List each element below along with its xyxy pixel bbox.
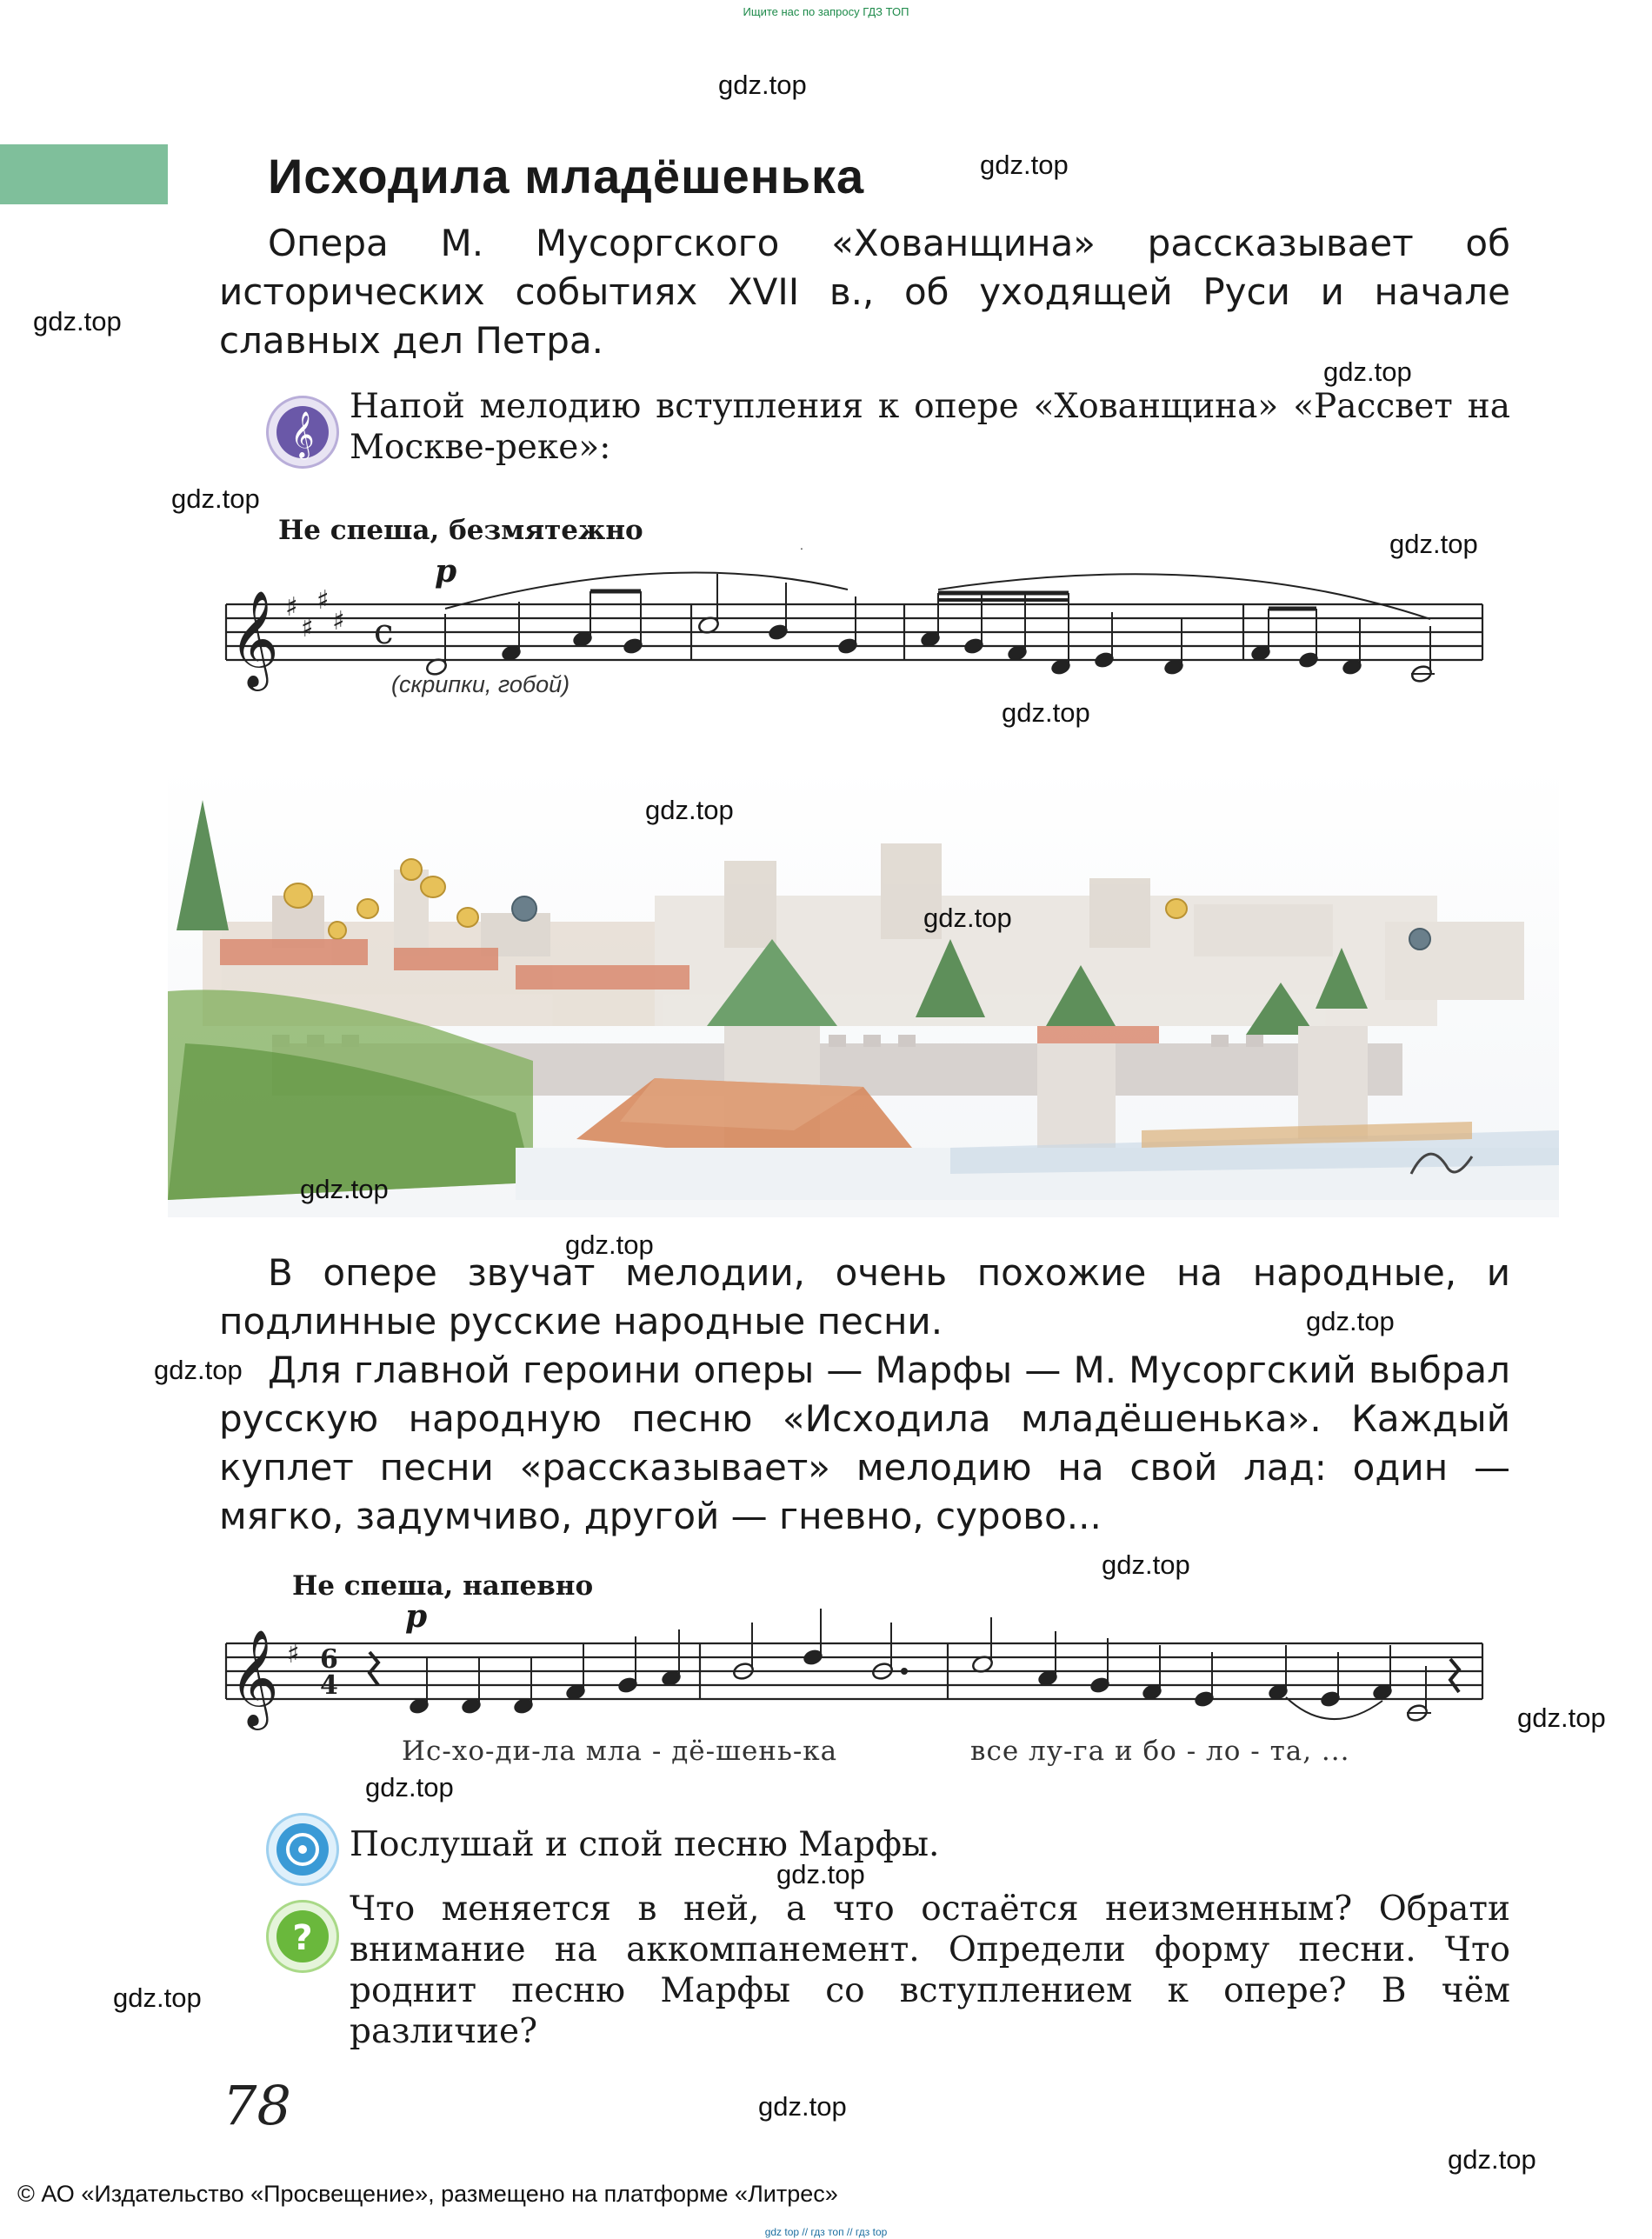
- watermark: gdz.top: [1102, 1549, 1190, 1580]
- watermark: gdz.top: [1517, 1703, 1606, 1733]
- svg-text:♯: ♯: [301, 613, 314, 643]
- header-note: Ищите нас по запросу ГДЗ ТОП: [743, 5, 909, 18]
- svg-text:𝄞: 𝄞: [290, 410, 315, 457]
- task-sing: Напой мелодию вступления к опере «Хованщина» «Рассвет на Москве-реке»:: [350, 387, 1510, 467]
- question-icon: [266, 1900, 339, 1973]
- headphones-icon: [266, 1813, 339, 1886]
- watermark: gdz.top: [758, 2091, 847, 2122]
- score1-tempo: Не спеша, безмятежно: [278, 515, 643, 546]
- watermark: gdz.top: [171, 483, 260, 514]
- score2-time-bottom: 4: [320, 1670, 338, 1701]
- svg-text:𝄞: 𝄞: [230, 1629, 279, 1726]
- watermark: gdz.top: [365, 1772, 454, 1803]
- svg-text:𝄞: 𝄞: [230, 590, 279, 687]
- intro-paragraph: [219, 219, 1510, 365]
- watermark: gdz.top: [565, 1229, 654, 1260]
- watermark: gdz.top: [1306, 1306, 1395, 1336]
- score1-instruments: (скрипки, гобой): [391, 671, 570, 697]
- watermark: gdz.top: [1323, 357, 1412, 387]
- watermark: gdz.top: [33, 306, 122, 337]
- svg-text:♯: ♯: [316, 585, 330, 616]
- intro-text: Опера М. Мусоргского «Хованщина» рассказывает об исторических событиях XVII в., об уходящей Руси и начале славных дел Петра.: [219, 222, 1510, 362]
- svg-text:♯: ♯: [285, 592, 298, 623]
- paragraph-2b: Для главной героини оперы — Марфы — М. Мусоргский выбрал русскую народную песню «Исходила младёшенька». Каждый куплет песни «рассказывает» мелодию на свой лад: один — мягко, задумчиво, другой — гневно, сурово...: [219, 1349, 1510, 1537]
- paragraph-2a: В опере звучат мелодии, очень похожие на народные, и подлинные русские народные песни.: [219, 1251, 1510, 1343]
- score2-lyrics-2: все лу-га и бо - ло - та, ...: [970, 1736, 1350, 1767]
- score2-staff: [217, 1617, 1495, 1739]
- watermark: gdz.top: [923, 903, 1012, 933]
- svg-text:.: .: [800, 538, 803, 552]
- page-title: Исходила младёшенька: [268, 149, 865, 203]
- section-tab: [0, 144, 168, 204]
- page-number: 78: [223, 2074, 291, 2137]
- svg-text:♯: ♯: [332, 606, 345, 636]
- score2-tempo: Не спеша, напевно: [292, 1570, 594, 1602]
- footer-note: gdz top // гдз топ // гдз top: [764, 2226, 888, 2238]
- watermark: gdz.top: [718, 70, 807, 100]
- svg-text:♯: ♯: [287, 1639, 300, 1669]
- watermark: gdz.top: [154, 1355, 243, 1385]
- watermark: gdz.top: [1002, 697, 1090, 728]
- watermark: gdz.top: [980, 150, 1069, 180]
- treble-clef-icon: [266, 396, 339, 469]
- score1-time: c: [374, 612, 394, 652]
- watermark: gdz.top: [645, 795, 734, 825]
- watermark: gdz.top: [300, 1174, 389, 1204]
- svg-text:?: ?: [292, 1918, 313, 1958]
- kremlin-illustration: [168, 765, 1559, 1217]
- watermark: gdz.top: [1389, 529, 1478, 559]
- score1-dynamic: p: [435, 553, 457, 590]
- task-listen: Послушай и спой песню Марфы.: [350, 1825, 940, 1864]
- score2-lyrics-1: Ис-хо-ди-ла мла - дё-шень-ка: [402, 1736, 838, 1767]
- copyright-notice: © АО «Издательство «Просвещение», размещено на платформе «Литрес»: [17, 2181, 838, 2207]
- score2-time-top: 6: [320, 1644, 338, 1675]
- task-question: Что меняется в ней, а что остаётся неизменным? Обрати внимание на аккомпанемент. Определи форму песни. Что роднит песню Марфы со вступлением к опере? В чём различие?: [350, 1889, 1510, 2051]
- watermark: gdz.top: [113, 1982, 202, 2013]
- watermark: gdz.top: [1448, 2144, 1536, 2175]
- watermark: gdz.top: [776, 1859, 865, 1889]
- score2-dynamic: p: [405, 1598, 428, 1635]
